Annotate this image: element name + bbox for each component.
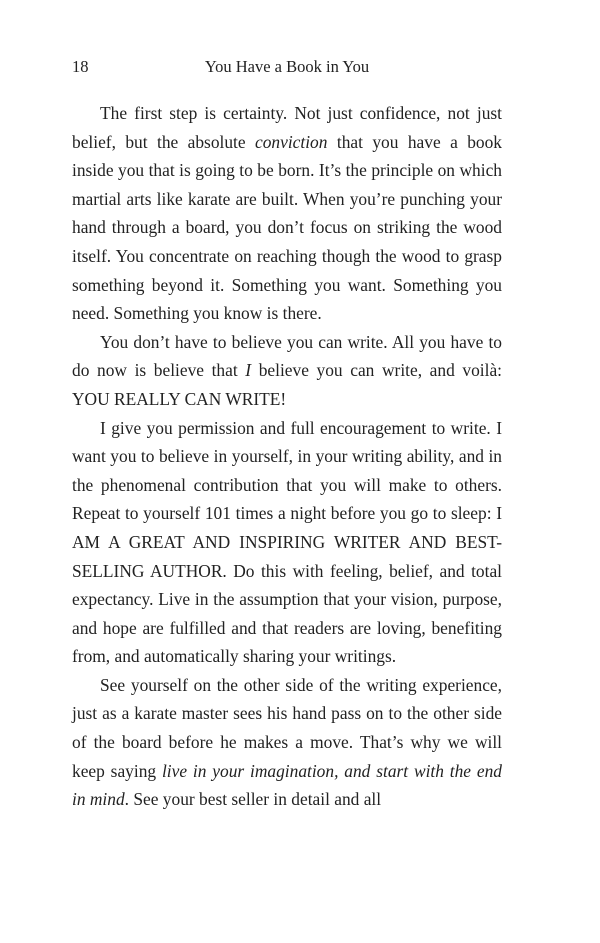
body-text [72, 99, 502, 814]
text-run: believe you can write, and voilà: YOU REALLY CAN WRITE! [72, 360, 502, 409]
paragraph-certainty [72, 99, 502, 328]
italic-run: I [245, 360, 252, 381]
page-number: 18 [72, 57, 89, 76]
paragraph-other-side [72, 671, 502, 814]
paragraph-permission [72, 414, 502, 671]
text-run: that you have a book inside you that is going to be born. It’s the principle on which martial arts like karate are built. When you’re punching your hand through a board, you don’t focus on striking the wood itself. You concentrate on reaching though the wood to grasp something beyond it. Something you want. Something you need. Something you know is there. [72, 131, 503, 324]
text-run: I give you permission and full encouragement to write. I want you to believe in yourself, in your writing ability, and in the phenomenal contribution that you will make to others. Repeat to yourself 101 times a night before you go to sleep: I AM A GREAT AND INSPIRING WRITER AND BEST-SELLING AUTHOR. Do this with feeling, belief, and total expectancy. Live in the assumption that your vision, purpose, and hope are fulfilled and that readers are loving, benefiting from, and automatically sharing your writings. [72, 417, 502, 667]
running-head [72, 55, 502, 79]
italic-run: conviction [255, 131, 328, 152]
book-title: You Have a Book in You [204, 57, 370, 76]
text-run: See yourself on the other side of the writing experience, just as a karate master sees his hand pass on to the other side of the board before he makes a move. That’s why we will keep saying [72, 674, 502, 781]
text-run: You don’t have to believe you can write. All you have to do now is believe that [72, 331, 502, 381]
text-run: . See your best seller in detail and all [124, 789, 382, 810]
text-run: The first step is certainty. Not just confidence, not just belief, but the absolute [72, 103, 502, 152]
italic-run: live in your imagination, and start with the end in mind [72, 760, 502, 810]
paragraph-believe [72, 328, 502, 414]
